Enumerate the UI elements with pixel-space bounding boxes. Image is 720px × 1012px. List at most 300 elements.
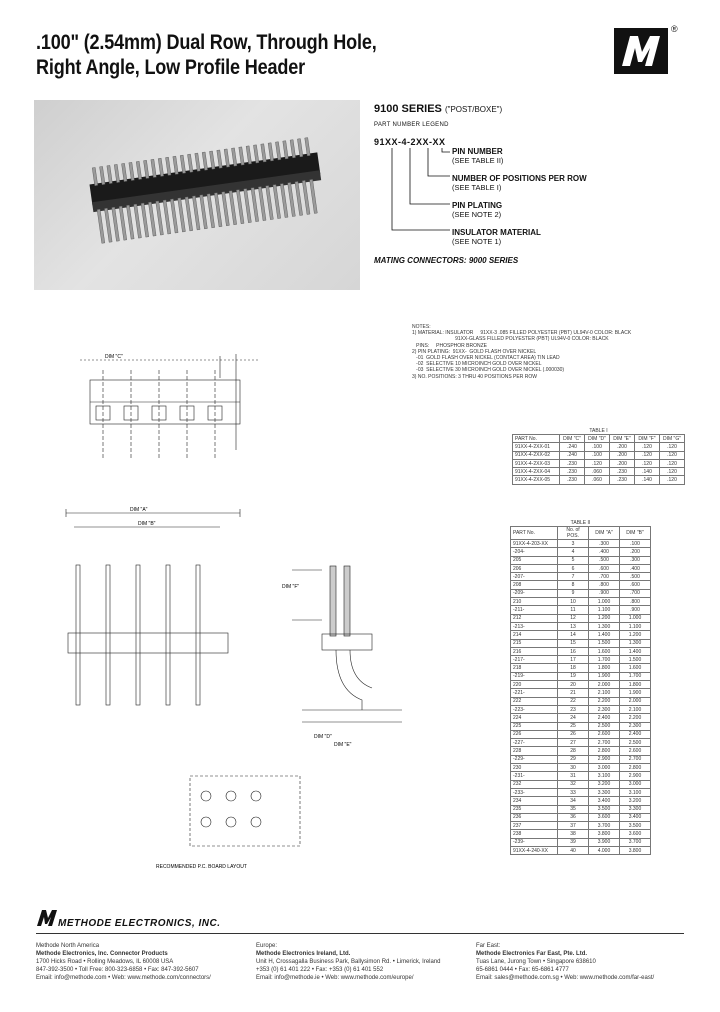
pin-icon bbox=[104, 208, 112, 242]
table-cell: 3.900 bbox=[589, 838, 620, 846]
table-cell: 22 bbox=[558, 697, 589, 705]
table-cell: -221- bbox=[511, 689, 558, 697]
table-2-row bbox=[511, 622, 651, 630]
table-2-row bbox=[511, 813, 651, 821]
table2-header: PART No. bbox=[511, 527, 558, 540]
table-cell: 218 bbox=[511, 664, 558, 672]
table-cell: -211- bbox=[511, 606, 558, 614]
table-cell: 232 bbox=[511, 780, 558, 788]
table-2-row bbox=[511, 540, 651, 548]
table-2-row bbox=[511, 830, 651, 838]
table-cell: 1.400 bbox=[589, 631, 620, 639]
pin-icon bbox=[192, 196, 200, 230]
side-view-drawing bbox=[60, 505, 260, 715]
table-cell: .230 bbox=[560, 459, 585, 467]
table-cell: 236 bbox=[511, 813, 558, 821]
table-cell: 30 bbox=[558, 764, 589, 772]
table-cell: 14 bbox=[558, 631, 589, 639]
table-cell: 3.500 bbox=[620, 822, 651, 830]
table-cell: 230 bbox=[511, 764, 558, 772]
table-2 bbox=[510, 520, 651, 855]
table2-header: No. of POS. bbox=[558, 527, 589, 540]
pin-icon bbox=[195, 153, 200, 171]
table-2-row bbox=[511, 606, 651, 614]
table-cell: 1.800 bbox=[589, 664, 620, 672]
pin-icon bbox=[288, 182, 296, 216]
table-cell: 2.800 bbox=[589, 747, 620, 755]
table-cell: 1.600 bbox=[589, 647, 620, 655]
table-2-row bbox=[511, 656, 651, 664]
pin-icon bbox=[126, 205, 134, 239]
table-2-row bbox=[511, 714, 651, 722]
table-cell: .200 bbox=[610, 443, 635, 451]
table-cell: 215 bbox=[511, 639, 558, 647]
table-cell: 2.900 bbox=[620, 772, 651, 780]
table-cell: 3.500 bbox=[589, 805, 620, 813]
table-cell: .060 bbox=[585, 468, 610, 476]
pin-icon bbox=[163, 200, 171, 234]
table-cell: 34 bbox=[558, 797, 589, 805]
pin-icon bbox=[231, 148, 236, 166]
table-cell: .800 bbox=[620, 598, 651, 606]
table-cell: .120 bbox=[585, 459, 610, 467]
board-layout-drawing bbox=[150, 762, 340, 874]
table-cell: 91XX-4-2XX-04 bbox=[513, 468, 560, 476]
table-cell: 91XX-4-2XX-03 bbox=[513, 459, 560, 467]
table-cell: .700 bbox=[620, 589, 651, 597]
table-1-row bbox=[513, 451, 685, 459]
table-cell: 214 bbox=[511, 631, 558, 639]
table-cell: 29 bbox=[558, 755, 589, 763]
table-cell: 1.600 bbox=[620, 664, 651, 672]
pin-icon bbox=[100, 166, 105, 184]
table-cell: .600 bbox=[589, 564, 620, 572]
table-cell: -209- bbox=[511, 589, 558, 597]
table-cell: 91XX-4-2XX-02 bbox=[513, 451, 560, 459]
pin-icon bbox=[224, 149, 229, 167]
table-cell: 39 bbox=[558, 838, 589, 846]
table-2-row bbox=[511, 664, 651, 672]
table-cell: 222 bbox=[511, 697, 558, 705]
dim-b-label: DIM "B" bbox=[138, 521, 156, 527]
table-cell: 2.600 bbox=[589, 730, 620, 738]
table-cell: .140 bbox=[635, 468, 660, 476]
table-cell: .700 bbox=[589, 573, 620, 581]
table-cell: 2.900 bbox=[589, 755, 620, 763]
pin-icon bbox=[310, 179, 318, 213]
footer-col-europe: Europe: Methode Electronics Ireland, Ltd. Unit H, Crossagalla Business Park, Ballysimon Rd. • Limerick, Ireland +353 (0) 61 401 222 • Fax: +353 (0) 61 401 552 Email: info@methode.ie • Web: www.methode.com/europe/ bbox=[256, 943, 441, 981]
table-cell: .500 bbox=[620, 573, 651, 581]
table-cell: 7 bbox=[558, 573, 589, 581]
table-cell: 3.800 bbox=[589, 830, 620, 838]
pin-icon bbox=[290, 140, 295, 158]
pin-icon bbox=[188, 154, 193, 172]
table2-header: DIM "B" bbox=[620, 527, 651, 540]
table-cell: -223- bbox=[511, 705, 558, 713]
table-cell: 2.200 bbox=[589, 697, 620, 705]
dim-a-label: DIM "A" bbox=[130, 507, 148, 513]
table-cell: 27 bbox=[558, 739, 589, 747]
table-cell: 216 bbox=[511, 647, 558, 655]
legend-item-insulator: INSULATOR MATERIAL (SEE NOTE 1) bbox=[452, 228, 541, 246]
pin-icon bbox=[97, 209, 105, 243]
table-2-row bbox=[511, 697, 651, 705]
table-cell: 228 bbox=[511, 747, 558, 755]
table-cell: 8 bbox=[558, 581, 589, 589]
title-line-1: .100" (2.54mm) Dual Row, Through Hole, bbox=[36, 31, 377, 54]
table1-header: DIM "G" bbox=[660, 435, 685, 443]
table-cell: 3.300 bbox=[620, 805, 651, 813]
pin-icon bbox=[275, 142, 280, 160]
table-2-row bbox=[511, 705, 651, 713]
table-cell: 16 bbox=[558, 647, 589, 655]
table-cell: 212 bbox=[511, 614, 558, 622]
table-cell: .300 bbox=[620, 556, 651, 564]
table-cell: 2.400 bbox=[589, 714, 620, 722]
table-2-row bbox=[511, 581, 651, 589]
table-cell: 1.400 bbox=[620, 647, 651, 655]
table-cell: .600 bbox=[620, 581, 651, 589]
pin-icon bbox=[244, 189, 252, 223]
table-cell: 91XX-4-2XX-01 bbox=[513, 443, 560, 451]
table-1-row bbox=[513, 459, 685, 467]
pin-icon bbox=[170, 199, 178, 233]
table1-header: PART No. bbox=[513, 435, 560, 443]
table-cell: 2.300 bbox=[589, 705, 620, 713]
pin-icon bbox=[283, 141, 288, 159]
table-cell: 224 bbox=[511, 714, 558, 722]
pin-icon bbox=[76, 565, 80, 705]
table-cell: 225 bbox=[511, 722, 558, 730]
table-cell: 3.200 bbox=[589, 780, 620, 788]
table-cell: .100 bbox=[585, 451, 610, 459]
table-cell: 1.000 bbox=[620, 614, 651, 622]
table-cell: 226 bbox=[511, 730, 558, 738]
footer-col-fareast: Far East: Methode Electronics Far East, Pte. Ltd. Tuas Lane, Jurong Town • Singapore 638610 65-6861 0444 • Fax: 65-6861 4777 Email: sales@methode.com.sg • Web: www.methode.com/far-east/ bbox=[476, 943, 655, 981]
pin-icon bbox=[239, 147, 244, 165]
table-cell: 23 bbox=[558, 705, 589, 713]
table-cell: 1.200 bbox=[589, 614, 620, 622]
table-2-caption: TABLE II bbox=[570, 520, 591, 526]
pin-icon bbox=[178, 198, 186, 232]
table-cell: 3.400 bbox=[620, 813, 651, 821]
table1-header: DIM "C" bbox=[560, 435, 585, 443]
table-cell: .100 bbox=[620, 540, 651, 548]
footer-col-na: Methode North America Methode Electronics, Inc. Connector Products 1700 Hicks Road • Rolling Meadows, IL 60008 USA 847-392-3500 • Toll Free: 800-323-6858 • Fax: 847-392-5607 Email: info@methode.com • Web: www.methode.com/connectors/ bbox=[36, 943, 211, 981]
pin-icon bbox=[112, 207, 120, 241]
table-cell: 2.100 bbox=[589, 689, 620, 697]
table-1 bbox=[512, 428, 685, 485]
methode-logo-icon bbox=[612, 22, 676, 78]
table-cell: 220 bbox=[511, 681, 558, 689]
table-2-row bbox=[511, 681, 651, 689]
table-cell: 2.500 bbox=[589, 722, 620, 730]
table-cell: 38 bbox=[558, 830, 589, 838]
pin-icon bbox=[251, 188, 259, 222]
pin-icon bbox=[119, 206, 127, 240]
table-cell: 3.700 bbox=[620, 838, 651, 846]
pin-icon bbox=[141, 203, 149, 237]
table1-header: DIM "D" bbox=[585, 435, 610, 443]
table-cell: .500 bbox=[589, 556, 620, 564]
table-2-row bbox=[511, 755, 651, 763]
table-cell: -207- bbox=[511, 573, 558, 581]
table-2-row bbox=[511, 822, 651, 830]
table-cell: -227- bbox=[511, 739, 558, 747]
pin-icon bbox=[166, 565, 170, 705]
table-cell: 1.900 bbox=[620, 689, 651, 697]
table-cell: 1.700 bbox=[620, 672, 651, 680]
table-2-row bbox=[511, 598, 651, 606]
table-cell: 28 bbox=[558, 747, 589, 755]
table-cell: 32 bbox=[558, 780, 589, 788]
pin-icon bbox=[236, 190, 244, 224]
top-view-drawing bbox=[60, 350, 280, 470]
table-cell: 10 bbox=[558, 598, 589, 606]
table-cell: 17 bbox=[558, 656, 589, 664]
table-cell: 19 bbox=[558, 672, 589, 680]
pin-icon bbox=[200, 195, 208, 229]
registered-mark: ® bbox=[671, 24, 678, 34]
table-2-row bbox=[511, 689, 651, 697]
pin-icon bbox=[122, 163, 127, 181]
mating-connectors: MATING CONNECTORS: 9000 SERIES bbox=[374, 256, 519, 265]
profile-drawing bbox=[262, 560, 432, 750]
table-2-row bbox=[511, 730, 651, 738]
table-cell: .240 bbox=[560, 443, 585, 451]
table-cell: .100 bbox=[585, 443, 610, 451]
table-cell: 6 bbox=[558, 564, 589, 572]
table-cell: -217- bbox=[511, 656, 558, 664]
methode-small-logo-icon bbox=[36, 908, 58, 928]
table-cell: 3.600 bbox=[620, 830, 651, 838]
board-layout-label: RECOMMENDED P.C. BOARD LAYOUT bbox=[156, 864, 247, 870]
table-2-row bbox=[511, 589, 651, 597]
table-cell: 1.500 bbox=[620, 656, 651, 664]
pin-icon bbox=[217, 150, 222, 168]
table-cell: 205 bbox=[511, 556, 558, 564]
table-cell: 235 bbox=[511, 805, 558, 813]
pin-icon bbox=[273, 184, 281, 218]
table-cell: 4 bbox=[558, 548, 589, 556]
table-cell: .300 bbox=[589, 540, 620, 548]
pin-icon bbox=[148, 202, 156, 236]
table-cell: 3.800 bbox=[620, 846, 651, 854]
table-cell: 37 bbox=[558, 822, 589, 830]
table-cell: .120 bbox=[635, 451, 660, 459]
table2-header: DIM "A" bbox=[589, 527, 620, 540]
table-2-row bbox=[511, 647, 651, 655]
pin-icon bbox=[106, 565, 110, 705]
pin-icon bbox=[158, 158, 163, 176]
table-cell: 3.100 bbox=[620, 788, 651, 796]
table-cell: 36 bbox=[558, 813, 589, 821]
company-name: METHODE ELECTRONICS, INC. bbox=[58, 918, 221, 929]
table-cell: 3.000 bbox=[620, 780, 651, 788]
table-cell: 3.600 bbox=[589, 813, 620, 821]
table-cell: -229- bbox=[511, 755, 558, 763]
table-cell: 12 bbox=[558, 614, 589, 622]
table-1-caption: TABLE I bbox=[589, 428, 608, 434]
table-cell: -239- bbox=[511, 838, 558, 846]
table-cell: 1.800 bbox=[620, 681, 651, 689]
table-cell: -219- bbox=[511, 672, 558, 680]
table-cell: 2.000 bbox=[620, 697, 651, 705]
notes-block: NOTES: 1) MATERIAL: INSULATOR 91XX-3 .085 FILLED POLYESTER (PBT) UL94V-0 COLOR: BLACK 91XX-GLASS FILLED POLYESTER (PBT) UL94V-0 COLOR: BLACK PINS: PHOSPHOR BRONZE 2) PIN PLATING: 91XX- GOLD FLASH OVER NICKEL -01 GOLD FLASH OVER NICKEL (CONTACT AREA) TIN LEAD -02 SELECTIVE 10 MICROINCH GOLD OVER NICKEL -03 SELECTIVE 30 MICROINCH GOLD OVER NICKEL (.000030) 3) NO. POSITIONS: 3 THRU 40 POSITIONS PER ROW bbox=[412, 324, 632, 380]
table-cell: .230 bbox=[610, 476, 635, 484]
table-cell: 1.700 bbox=[589, 656, 620, 664]
table-cell: 9 bbox=[558, 589, 589, 597]
table-2-row bbox=[511, 631, 651, 639]
table-cell: 13 bbox=[558, 622, 589, 630]
legend-leader-lines bbox=[380, 146, 460, 238]
table-cell: .240 bbox=[560, 451, 585, 459]
table-cell: 2.100 bbox=[620, 705, 651, 713]
table-1-row bbox=[513, 468, 685, 476]
table-cell: .120 bbox=[660, 459, 685, 467]
table-cell: .400 bbox=[620, 564, 651, 572]
table-cell: -213- bbox=[511, 622, 558, 630]
table1-header: DIM "F" bbox=[635, 435, 660, 443]
pin-icon bbox=[214, 193, 222, 227]
table-2-row bbox=[511, 780, 651, 788]
legend-item-positions: NUMBER OF POSITIONS PER ROW (SEE TABLE I) bbox=[452, 174, 587, 192]
table-2-row bbox=[511, 772, 651, 780]
table-cell: -233- bbox=[511, 788, 558, 796]
pin-icon bbox=[268, 143, 273, 161]
table-2-row bbox=[511, 838, 651, 846]
table-cell: 15 bbox=[558, 639, 589, 647]
legend-item-plating: PIN PLATING (SEE NOTE 2) bbox=[452, 201, 503, 219]
table-cell: 20 bbox=[558, 681, 589, 689]
table-cell: 208 bbox=[511, 581, 558, 589]
pin-icon bbox=[144, 160, 149, 178]
table-cell: .800 bbox=[589, 581, 620, 589]
table-1-row bbox=[513, 476, 685, 484]
table-cell: 25 bbox=[558, 722, 589, 730]
pin-icon bbox=[229, 191, 237, 225]
table-2-row bbox=[511, 672, 651, 680]
table-cell: .200 bbox=[610, 459, 635, 467]
table-2-row bbox=[511, 556, 651, 564]
table-cell: 2.600 bbox=[620, 747, 651, 755]
table-cell: .200 bbox=[610, 451, 635, 459]
pin-icon bbox=[258, 187, 266, 221]
table-cell: 2.500 bbox=[620, 739, 651, 747]
table-cell: .200 bbox=[620, 548, 651, 556]
pin-icon bbox=[185, 197, 193, 231]
table-cell: 3 bbox=[558, 540, 589, 548]
table-cell: 2.300 bbox=[620, 722, 651, 730]
legend-label: PART NUMBER LEGEND bbox=[374, 122, 449, 128]
title-line-2: Right Angle, Low Profile Header bbox=[36, 56, 305, 79]
table-cell: 21 bbox=[558, 689, 589, 697]
dim-c-label: DIM "C" bbox=[105, 354, 123, 360]
pin-icon bbox=[222, 192, 230, 226]
pin-icon bbox=[114, 164, 119, 182]
pin-icon bbox=[180, 155, 185, 173]
table-cell: 3.300 bbox=[589, 788, 620, 796]
dim-f-label: DIM "F" bbox=[282, 584, 300, 590]
table-cell: 35 bbox=[558, 805, 589, 813]
table-cell: 24 bbox=[558, 714, 589, 722]
table-cell: .060 bbox=[585, 476, 610, 484]
table-2-row bbox=[511, 564, 651, 572]
table-cell: .900 bbox=[589, 589, 620, 597]
table-cell: 238 bbox=[511, 830, 558, 838]
table-cell: .120 bbox=[635, 443, 660, 451]
table-cell: 210 bbox=[511, 598, 558, 606]
page-title bbox=[36, 30, 432, 80]
pin-icon bbox=[173, 156, 178, 174]
pin-icon bbox=[129, 162, 134, 180]
table-cell: 3.700 bbox=[589, 822, 620, 830]
table-cell: .140 bbox=[635, 476, 660, 484]
pin-icon bbox=[166, 157, 171, 175]
pin-icon bbox=[156, 201, 164, 235]
table-cell: 91XX-4-203-XX bbox=[511, 540, 558, 548]
table-cell: 2.700 bbox=[589, 739, 620, 747]
part-number: 91XX-4-2XX-XX bbox=[374, 137, 446, 147]
pin-icon bbox=[297, 139, 302, 157]
table-cell: 1.200 bbox=[620, 631, 651, 639]
table-cell: 1.500 bbox=[589, 639, 620, 647]
table-2-row bbox=[511, 739, 651, 747]
table-cell: .120 bbox=[635, 459, 660, 467]
table-2-row bbox=[511, 797, 651, 805]
series-note: ("POST/BOXE") bbox=[444, 105, 503, 114]
dim-d-label: DIM "D" bbox=[314, 734, 332, 740]
table-cell: 31 bbox=[558, 772, 589, 780]
table-2-row bbox=[511, 573, 651, 581]
table-cell: .120 bbox=[660, 476, 685, 484]
pin-icon bbox=[107, 165, 112, 183]
table-cell: 26 bbox=[558, 730, 589, 738]
table-cell: 4.000 bbox=[589, 846, 620, 854]
table-cell: 2.800 bbox=[620, 764, 651, 772]
pin-icon bbox=[151, 159, 156, 177]
table-cell: 1.100 bbox=[620, 622, 651, 630]
pin-icon bbox=[136, 161, 141, 179]
legend-item-pin-number: PIN NUMBER (SEE TABLE II) bbox=[452, 147, 504, 165]
table-cell: .230 bbox=[560, 468, 585, 476]
table-cell: .120 bbox=[660, 468, 685, 476]
pin-icon bbox=[92, 167, 97, 185]
table-cell: .120 bbox=[660, 443, 685, 451]
pin-icon bbox=[280, 183, 288, 217]
table-cell: 1.100 bbox=[589, 606, 620, 614]
table-cell: .230 bbox=[560, 476, 585, 484]
table-2-row bbox=[511, 548, 651, 556]
table-cell: 1.900 bbox=[589, 672, 620, 680]
pin-icon bbox=[136, 565, 140, 705]
pin-icon bbox=[209, 151, 214, 169]
table-cell: 33 bbox=[558, 788, 589, 796]
pin-icon bbox=[305, 138, 310, 156]
table-cell: 3.000 bbox=[589, 764, 620, 772]
table-cell: 18 bbox=[558, 664, 589, 672]
table-cell: .120 bbox=[660, 451, 685, 459]
table-cell: 234 bbox=[511, 797, 558, 805]
pin-icon bbox=[246, 146, 251, 164]
table-cell: 2.400 bbox=[620, 730, 651, 738]
table-cell: 206 bbox=[511, 564, 558, 572]
pin-icon bbox=[253, 145, 258, 163]
table-cell: 91XX-4-2XX-05 bbox=[513, 476, 560, 484]
table-2-row bbox=[511, 639, 651, 647]
table-cell: 5 bbox=[558, 556, 589, 564]
table-cell: 237 bbox=[511, 822, 558, 830]
